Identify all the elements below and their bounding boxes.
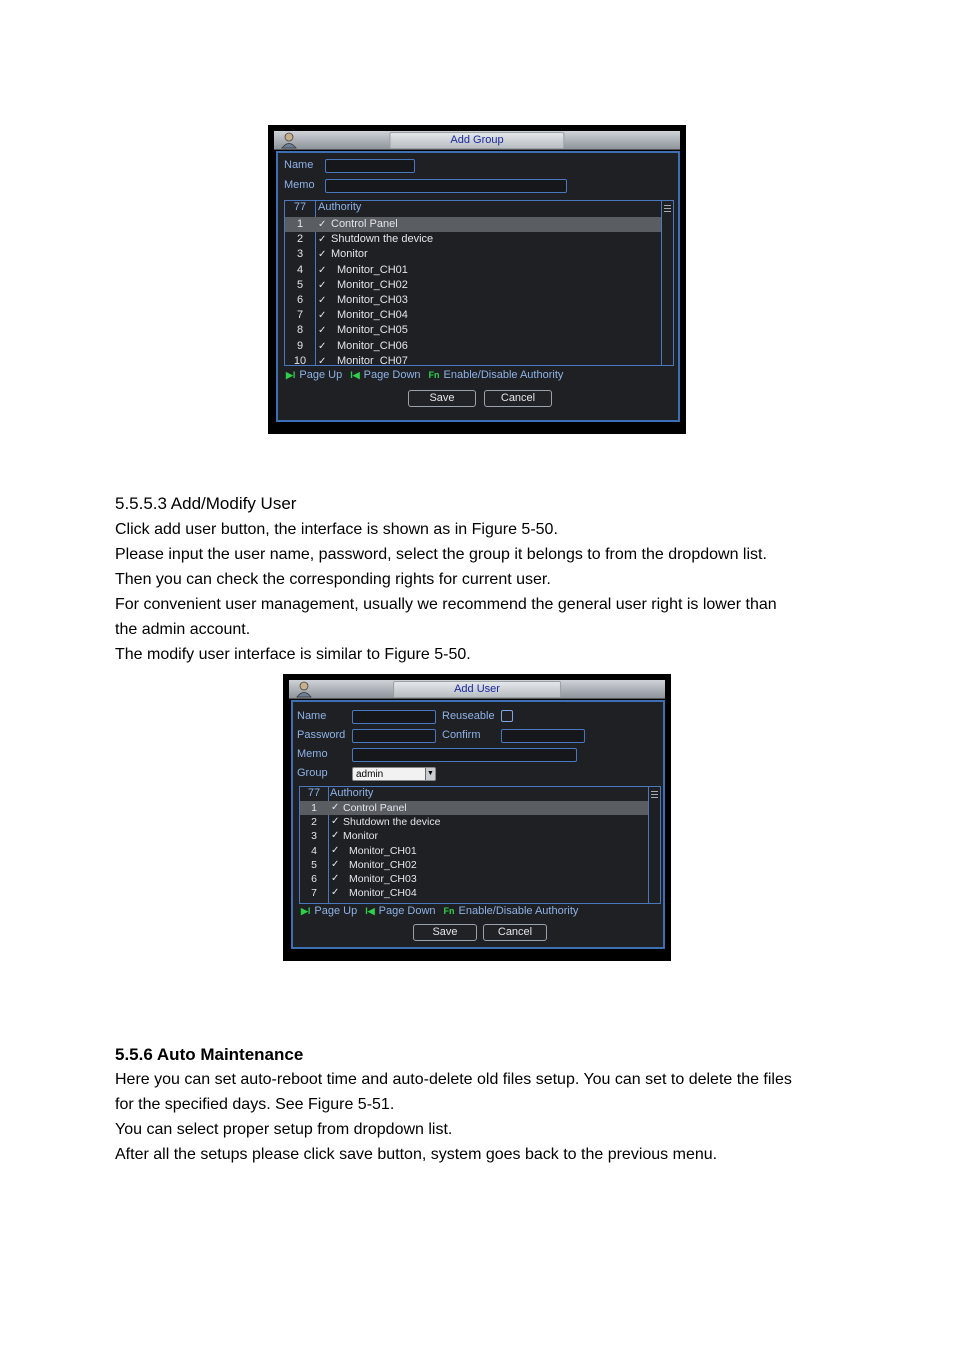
paragraph-line: the admin account. — [115, 621, 251, 638]
authority-label: Monitor_CH04 — [349, 887, 417, 900]
authority-header: Authority — [330, 787, 374, 799]
dialog-title-bar — [274, 131, 680, 150]
name-input[interactable] — [352, 710, 436, 724]
table-row[interactable] — [285, 308, 661, 323]
dropdown-arrow-icon[interactable]: ▼ — [425, 768, 435, 780]
row-number: 2 — [296, 233, 304, 246]
checkmark-icon[interactable]: ✓ — [318, 279, 327, 291]
paragraph-line: You can select proper setup from dropdown list. — [115, 1121, 453, 1138]
table-scrollbar[interactable] — [648, 787, 660, 903]
section-heading-auto-maintenance: 5.5.6 Auto Maintenance — [115, 1045, 304, 1064]
page-down-key-icon: I◀ — [350, 370, 360, 380]
memo-input[interactable] — [325, 179, 567, 193]
table-row[interactable] — [285, 278, 661, 293]
confirm-input[interactable] — [501, 729, 585, 743]
checkmark-icon[interactable]: ✓ — [331, 830, 340, 842]
checkmark-icon[interactable]: ✓ — [318, 340, 327, 352]
authority-label: Monitor_CH01 — [337, 263, 408, 276]
scrollbar-grip-icon — [664, 205, 671, 206]
table-row[interactable] — [285, 339, 661, 354]
checkmark-icon[interactable]: ✓ — [331, 816, 340, 828]
table-header — [300, 787, 648, 801]
checkmark-icon[interactable]: ✓ — [331, 873, 340, 884]
checkmark-icon[interactable]: ✓ — [318, 295, 327, 306]
authority-label: Monitor_CH03 — [349, 873, 417, 885]
checkmark-icon[interactable]: ✓ — [318, 249, 327, 261]
section-heading-add-modify-user: 5.5.5.3 Add/Modify User — [115, 494, 297, 513]
save-button[interactable]: Save — [408, 390, 476, 407]
paragraph-line: for the specified days. See Figure 5-51. — [115, 1096, 395, 1113]
dialog-title: Add Group — [389, 132, 564, 149]
memo-label: Memo — [297, 748, 328, 760]
table-row[interactable] — [285, 323, 661, 338]
row-number: 4 — [296, 263, 304, 276]
table-scrollbar[interactable] — [661, 201, 673, 365]
group-select[interactable] — [352, 767, 436, 781]
authority-label: Monitor — [343, 830, 379, 843]
paragraph-line: For convenient user management, usually we recommend the general user right is lower than — [115, 596, 777, 613]
row-number: 4 — [311, 844, 317, 857]
table-row[interactable] — [285, 247, 661, 262]
add-user-dialog — [283, 674, 671, 961]
authority-table[interactable] — [299, 786, 661, 904]
table-row[interactable] — [285, 232, 661, 247]
authority-label: Control Panel — [331, 218, 398, 230]
save-button[interactable]: Save — [413, 924, 477, 941]
authority-label: Monitor_CH04 — [337, 309, 408, 322]
reuseable-checkbox[interactable] — [501, 710, 513, 722]
authority-label: Monitor_CH02 — [337, 278, 408, 291]
row-number: 10 — [293, 354, 307, 366]
page-up-hint: Page Up — [299, 369, 343, 381]
row-number: 8 — [296, 324, 304, 337]
paragraph-line: The modify user interface is similar to Figure 5-50. — [115, 646, 471, 663]
authority-label: Monitor_CH07 — [337, 354, 408, 366]
table-row[interactable] — [300, 801, 648, 815]
table-row[interactable] — [300, 858, 648, 872]
authority-count: 77 — [300, 787, 329, 799]
row-number: 3 — [311, 830, 317, 843]
authority-label: Monitor_CH01 — [349, 844, 417, 857]
table-row[interactable] — [300, 886, 648, 900]
page-up-key-icon: ▶I — [301, 906, 311, 916]
authority-label: Shutdown the device — [343, 816, 441, 829]
name-label: Name — [297, 710, 327, 722]
row-number: 5 — [311, 858, 317, 871]
table-row[interactable] — [285, 217, 661, 232]
memo-input[interactable] — [352, 748, 577, 762]
checkmark-icon[interactable]: ✓ — [331, 858, 340, 870]
user-group-icon — [295, 680, 313, 698]
fn-key-icon: Fn — [443, 906, 455, 916]
paragraph-line: Then you can check the corresponding rights for current user. — [115, 571, 551, 588]
paragraph-line: Here you can set auto-reboot time and auto-delete old files setup. You can set to delete the files — [115, 1071, 792, 1088]
dialog-title-bar — [289, 680, 665, 699]
page-down-hint: Page Down — [378, 905, 436, 917]
memo-label: Memo — [284, 179, 315, 191]
cancel-button[interactable]: Cancel — [483, 924, 547, 941]
hint-bar — [301, 905, 578, 917]
authority-label: Shutdown the device — [331, 233, 434, 246]
row-number: 1 — [311, 802, 317, 814]
row-number: 7 — [311, 887, 317, 900]
authority-label: Monitor_CH02 — [349, 858, 417, 871]
row-number: 1 — [296, 218, 304, 230]
authority-label: Monitor_CH03 — [337, 294, 408, 306]
table-header — [285, 201, 661, 216]
authority-label: Monitor_CH06 — [337, 339, 408, 352]
authority-label: Monitor_CH05 — [337, 324, 408, 337]
password-label: Password — [297, 729, 346, 741]
hint-bar — [286, 369, 563, 381]
table-row[interactable] — [300, 815, 648, 829]
group-label: Group — [297, 767, 328, 779]
paragraph-line: Please input the user name, password, select the group it belongs to from the dropdown list. — [115, 546, 767, 563]
dialog-title: Add User — [393, 681, 561, 698]
authority-label: Monitor — [331, 248, 368, 261]
dialog-body — [276, 151, 680, 422]
page-down-key-icon: I◀ — [365, 906, 375, 916]
checkmark-icon[interactable]: ✓ — [318, 264, 327, 276]
name-input[interactable] — [325, 159, 415, 173]
name-label: Name — [284, 159, 314, 171]
table-row[interactable] — [285, 263, 661, 278]
row-number: 7 — [296, 309, 304, 322]
authority-table[interactable] — [284, 200, 674, 366]
table-row[interactable] — [300, 844, 648, 858]
row-number: 2 — [311, 816, 317, 829]
table-row[interactable] — [300, 829, 648, 843]
user-group-icon — [280, 131, 298, 149]
page-up-key-icon: ▶I — [286, 370, 296, 380]
table-row[interactable] — [285, 354, 661, 366]
add-group-dialog — [268, 125, 686, 434]
checkmark-icon[interactable]: ✓ — [318, 234, 327, 246]
row-number: 6 — [311, 873, 317, 885]
page-down-hint: Page Down — [363, 369, 421, 381]
authority-label: Control Panel — [343, 802, 407, 814]
scrollbar-grip-icon — [651, 791, 658, 792]
table-row[interactable] — [285, 293, 661, 308]
password-input[interactable] — [352, 729, 436, 743]
checkmark-icon[interactable]: ✓ — [331, 887, 340, 899]
checkmark-icon[interactable]: ✓ — [318, 325, 327, 337]
checkmark-icon[interactable]: ✓ — [318, 310, 327, 322]
dialog-body — [291, 700, 665, 949]
page-up-hint: Page Up — [314, 905, 358, 917]
fn-hint: Enable/Disable Authority — [443, 369, 564, 381]
cancel-button[interactable]: Cancel — [484, 390, 552, 407]
fn-hint: Enable/Disable Authority — [458, 905, 579, 917]
checkmark-icon[interactable]: ✓ — [331, 844, 340, 856]
fn-key-icon: Fn — [428, 370, 440, 380]
authority-count: 77 — [285, 201, 316, 213]
paragraph-line: Click add user button, the interface is shown as in Figure 5-50. — [115, 521, 558, 538]
row-number: 3 — [296, 248, 304, 261]
checkmark-icon[interactable]: ✓ — [318, 355, 327, 366]
paragraph-line: After all the setups please click save button, system goes back to the previous menu. — [115, 1146, 718, 1163]
row-number: 5 — [296, 278, 304, 291]
group-select-value: admin — [356, 769, 384, 780]
table-row[interactable] — [300, 872, 648, 886]
reuseable-label: Reuseable — [442, 710, 495, 722]
row-number: 6 — [296, 294, 304, 306]
checkmark-icon[interactable]: ✓ — [318, 219, 327, 230]
row-number: 9 — [296, 339, 304, 352]
confirm-label: Confirm — [442, 729, 481, 741]
authority-header: Authority — [318, 201, 362, 213]
checkmark-icon[interactable]: ✓ — [331, 802, 340, 813]
